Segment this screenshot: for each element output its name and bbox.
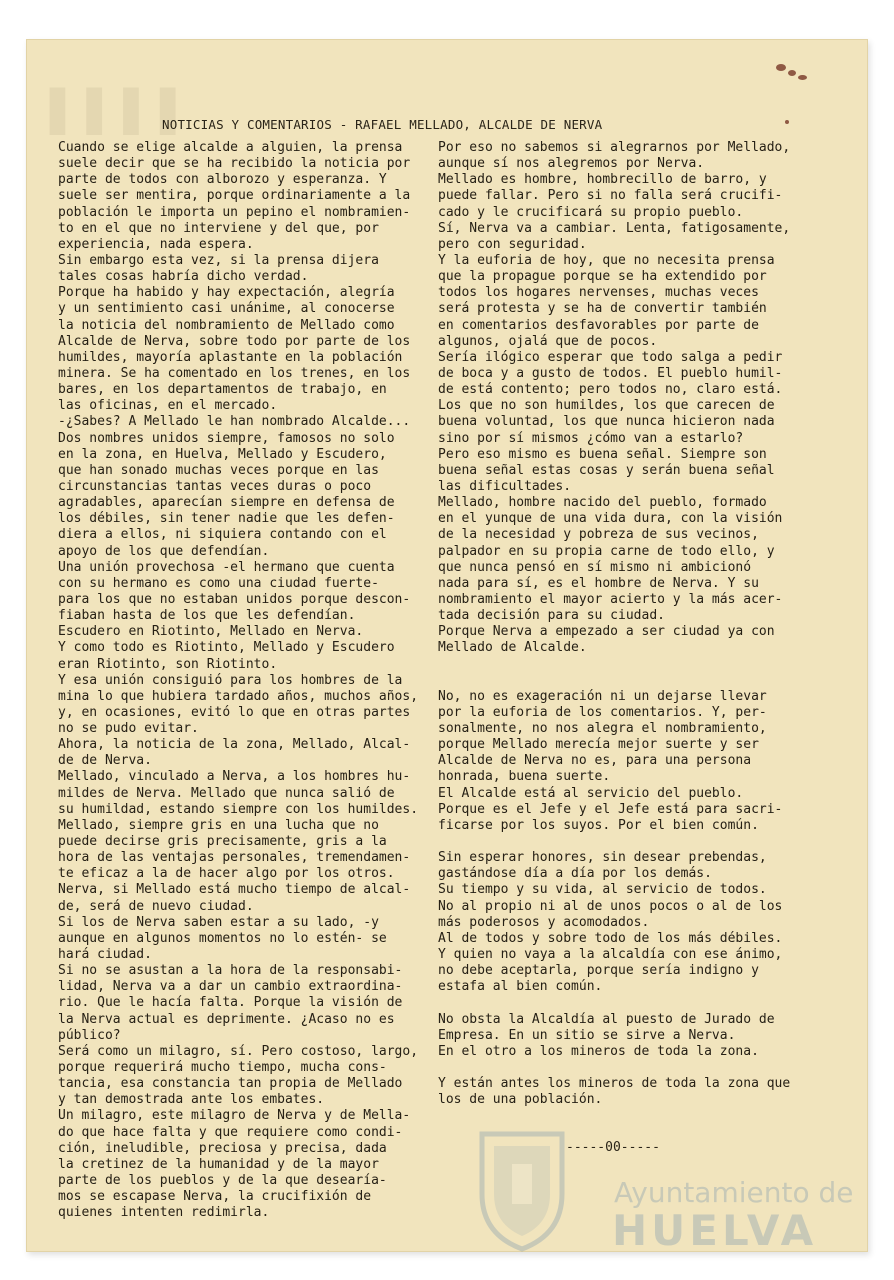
text-line: Ahora, la noticia de la zona, Mellado, Alcal-: [58, 737, 411, 753]
text-line: cado y le crucificará su propio pueblo.: [438, 204, 744, 220]
text-line: [438, 673, 858, 689]
text-line: Escudero en Riotinto, Mellado en Nerva.: [58, 624, 364, 640]
text-line: y un sentimiento casi unánime, al conocerse: [58, 301, 395, 317]
text-line: sino por sí mismos ¿cómo van a estarlo?: [438, 430, 744, 446]
text-line: Mellado, vinculado a Nerva, a los hombres hu-: [58, 769, 411, 785]
text-line: parte de los pueblos y de la que desearía-: [58, 1173, 387, 1188]
text-line: las dificultades.: [438, 478, 572, 494]
text-line: Sería ilógico esperar que todo salga a pedir: [438, 349, 783, 365]
text-line: todos los hogares nervenses, muchas veces: [438, 285, 759, 301]
text-line: Mellado es hombre, hombrecillo de barro, y: [438, 172, 767, 188]
text-line: rio. Que le hacía falta. Porque la visión de: [58, 995, 403, 1011]
text-line: El Alcalde está al servicio del pueblo.: [438, 785, 744, 801]
text-line: los débiles, sin tener nadie que les defen-: [58, 511, 395, 527]
text-line: quienes intenten redimirla.: [58, 1205, 270, 1221]
text-line: por la euforia de los comentarios. Y, per-: [438, 704, 767, 720]
text-line: tada decisión para su ciudad.: [438, 608, 665, 624]
text-line: la cretinez de la humanidad y de la mayor: [58, 1156, 379, 1172]
text-line: Y como todo es Riotinto, Mellado y Escudero: [58, 640, 395, 656]
watermark-line2: HUELVA: [612, 1206, 818, 1255]
text-line: ción, ineludible, preciosa y precisa, dada: [58, 1140, 387, 1156]
text-line: Será como un milagro, sí. Pero costoso, largo,: [58, 1043, 419, 1059]
text-line: [438, 657, 858, 673]
text-line: no se pudo evitar.: [58, 721, 199, 737]
text-line: porque Mellado merecía mejor suerte y ser: [438, 737, 759, 753]
text-line: será protesta y se ha de convertir también: [438, 301, 767, 317]
text-line: no debe aceptarla, porque sería indigno y: [438, 963, 759, 979]
text-line: la noticia del nombramiento de Mellado como: [58, 317, 395, 333]
coat-of-arms-icon: [462, 1124, 582, 1254]
text-line: Sin embargo esta vez, si la prensa dijera: [58, 252, 379, 268]
text-line: te eficaz a la de hacer algo por los otros.: [58, 866, 395, 882]
text-line: de está contento; pero todos no, claro está.: [438, 382, 783, 398]
text-line: nombramiento el mayor acierto y la más acer-: [438, 591, 783, 607]
text-line: porque requerirá mucho tiempo, mucha cons-: [58, 1060, 387, 1076]
text-line: apoyo de los que defendían.: [58, 543, 270, 559]
text-line: Una unión provechosa -el hermano que cuenta: [58, 559, 395, 575]
text-line: y tan demostrada ante los embates.: [58, 1092, 325, 1108]
text-line: [438, 834, 858, 850]
text-line: -¿Sabes? A Mellado le han nombrado Alcalde...: [58, 414, 411, 430]
text-line: gastándose día a día por los demás.: [438, 866, 712, 882]
text-line: que han sonado muchas veces porque en las: [58, 462, 379, 478]
text-line: sonalmente, no nos alegra el nombramiento,: [438, 721, 767, 737]
text-line: circunstancias tantas veces duras o poco: [58, 478, 372, 494]
stain-mark: [776, 64, 786, 71]
text-line: y, en ocasiones, evitó lo que en otras partes: [58, 704, 411, 720]
text-line: hora de las ventajas personales, tremendamen-: [58, 850, 411, 866]
text-line: suele ser mentira, porque ordinariamente a la: [58, 188, 411, 204]
text-line: fiaban hasta de los que les defendían.: [58, 608, 356, 624]
text-line: Un milagro, este milagro de Nerva y de Mella-: [58, 1108, 411, 1124]
text-line: Dos nombres unidos siempre, famosos no solo: [58, 430, 395, 446]
watermark-line1: Ayuntamiento de: [614, 1176, 854, 1209]
text-line: de boca y a gusto de todos. El pueblo humil-: [438, 365, 783, 381]
text-line: En el otro a los mineros de toda la zona.: [438, 1043, 759, 1059]
text-line: que la propague porque se ha extendido por: [438, 269, 767, 285]
text-line: aunque en algunos momentos no lo estén- se: [58, 930, 387, 946]
text-line: Porque es el Jefe y el Jefe está para sacri-: [438, 801, 783, 817]
text-line: buena voluntad, los que nunca hicieron nada: [438, 414, 775, 430]
text-line: No obsta la Alcaldía al puesto de Jurado de: [438, 1011, 775, 1027]
text-line: Empresa. En un sitio se sirve a Nerva.: [438, 1027, 736, 1043]
text-line: Mellado, siempre gris en una lucha que no: [58, 817, 379, 833]
text-line: Si los de Nerva saben estar a su lado, -y: [58, 914, 379, 930]
text-line: de, será de nuevo ciudad.: [58, 898, 254, 914]
text-line: la Nerva actual es deprimente. ¿Acaso no es: [58, 1011, 395, 1027]
text-line: pero con seguridad.: [438, 236, 587, 252]
text-line: mina lo que hubiera tardado años, muchos años,: [58, 688, 419, 704]
text-line: su humildad, estando siempre con los humildes.: [58, 801, 419, 817]
text-line: do que hace falta y que requiere como condi-: [58, 1124, 403, 1140]
text-line: No al propio ni al de unos pocos o al de los: [438, 898, 783, 914]
text-line: Alcalde de Nerva, sobre todo por parte de los: [58, 333, 411, 349]
text-line: mos se escapase Nerva, la crucifixión de: [58, 1189, 372, 1205]
text-line: Si no se asustan a la hora de la responsabi-: [58, 963, 403, 979]
text-line: algunos, ojalá que de pocos.: [438, 333, 658, 349]
text-line: humildes, mayoría aplastante en la población: [58, 349, 403, 365]
text-line: con su hermano es como una ciudad fuerte-: [58, 575, 379, 591]
text-line: nada para sí, es el hombre de Nerva. Y su: [438, 575, 759, 591]
text-line: [438, 995, 858, 1011]
stain-mark: [798, 75, 807, 80]
text-line: de de Nerva.: [58, 753, 152, 769]
text-line: aunque sí nos alegremos por Nerva.: [438, 156, 705, 172]
text-line: hará ciudad.: [58, 947, 152, 963]
text-line: tancia, esa constancia tan propia de Mellado: [58, 1076, 403, 1092]
text-line: Mellado, hombre nacido del pueblo, formado: [438, 495, 767, 511]
text-line: eran Riotinto, son Riotinto.: [58, 656, 278, 672]
text-line: bares, en los departamentos de trabajo, en: [58, 382, 387, 398]
text-line: Al de todos y sobre todo de los más débiles.: [438, 930, 783, 946]
text-line: ficarse por los suyos. Por el bien común.: [438, 817, 759, 833]
text-line: Mellado de Alcalde.: [438, 640, 587, 656]
text-line: para los que no estaban unidos porque descon-: [58, 591, 411, 607]
text-line: Porque ha habido y hay expectación, alegría: [58, 285, 395, 301]
text-line: honrada, buena suerte.: [438, 769, 611, 785]
bleed-through-marks: ▌▌▌▌: [50, 88, 198, 135]
text-line: minera. Se ha comentado en los trenes, en los: [58, 365, 411, 381]
text-line: las oficinas, en el mercado.: [58, 398, 278, 414]
text-line: Nerva, si Mellado está mucho tiempo de alcal-: [58, 882, 411, 898]
text-line: to en el que no interviene y del que, por: [58, 220, 379, 236]
text-line: agradables, aparecían siempre en defensa de: [58, 495, 395, 511]
text-line: puede fallar. Pero si no falla será crucifi-: [438, 188, 783, 204]
text-line: en el yunque de una vida dura, con la visión: [438, 511, 783, 527]
text-line: Su tiempo y su vida, al servicio de todos.: [438, 882, 767, 898]
document-title: NOTICIAS Y COMENTARIOS - RAFAEL MELLADO, ALCALDE DE NERVA: [162, 117, 603, 132]
text-line: Cuando se elige alcalde a alguien, la prensa: [58, 140, 403, 155]
text-line: experiencia, nada espera.: [58, 236, 254, 252]
text-line: que nunca pensó en sí mismo ni ambicionó: [438, 559, 752, 575]
text-line: en comentarios desfavorables por parte de: [438, 317, 759, 333]
stain-mark: [785, 120, 789, 124]
text-line: palpador en su propia carne de todo ello, y: [438, 543, 775, 559]
right-column: [438, 140, 858, 1120]
separator: -----00-----: [566, 1140, 660, 1155]
left-column: [58, 140, 430, 1230]
text-line: tales cosas habría dicho verdad.: [58, 269, 309, 285]
text-line: Pero eso mismo es buena señal. Siempre son: [438, 446, 767, 462]
text-line: suele decir que se ha recibido la noticia por: [58, 156, 411, 172]
text-line: No, no es exageración ni un dejarse llevar: [438, 688, 767, 704]
text-line: población le importa un pepino el nombramien-: [58, 204, 411, 220]
text-line: lidad, Nerva va a dar un cambio extraordina-: [58, 979, 403, 995]
stain-mark: [788, 70, 796, 76]
text-line: puede decirse gris precisamente, gris a la: [58, 834, 387, 850]
text-line: en la zona, en Huelva, Mellado y Escudero,: [58, 446, 387, 462]
text-line: Porque Nerva a empezado a ser ciudad ya con: [438, 624, 775, 640]
text-line: más poderosos y acomodados.: [438, 914, 650, 930]
text-line: público?: [58, 1027, 121, 1043]
text-line: Por eso no sabemos si alegrarnos por Mellado,: [438, 140, 791, 155]
text-line: mildes de Nerva. Mellado que nunca salió de: [58, 785, 395, 801]
text-line: [438, 1060, 858, 1076]
text-line: estafa al bien común.: [438, 979, 603, 995]
text-line: Y la euforia de hoy, que no necesita prensa: [438, 252, 775, 268]
text-line: de la necesidad y pobreza de sus vecinos,: [438, 527, 759, 543]
text-line: los de una población.: [438, 1092, 603, 1108]
text-line: Sin esperar honores, sin desear prebendas,: [438, 850, 767, 866]
archive-watermark: [462, 1124, 862, 1254]
text-line: diera a ellos, ni siquiera contando con el: [58, 527, 387, 543]
text-line: Sí, Nerva va a cambiar. Lenta, fatigosamente,: [438, 220, 791, 236]
text-line: Y quien no vaya a la alcaldía con ese ánimo,: [438, 947, 783, 963]
text-line: Alcalde de Nerva no es, para una persona: [438, 753, 752, 769]
text-line: Y esa unión consiguió para los hombres de la: [58, 672, 403, 688]
text-line: Y están antes los mineros de toda la zona que: [438, 1076, 791, 1092]
text-line: parte de todos con alborozo y esperanza. Y: [58, 172, 387, 188]
text-line: Los que no son humildes, los que carecen de: [438, 398, 775, 414]
text-line: buena señal estas cosas y serán buena señal: [438, 462, 775, 478]
